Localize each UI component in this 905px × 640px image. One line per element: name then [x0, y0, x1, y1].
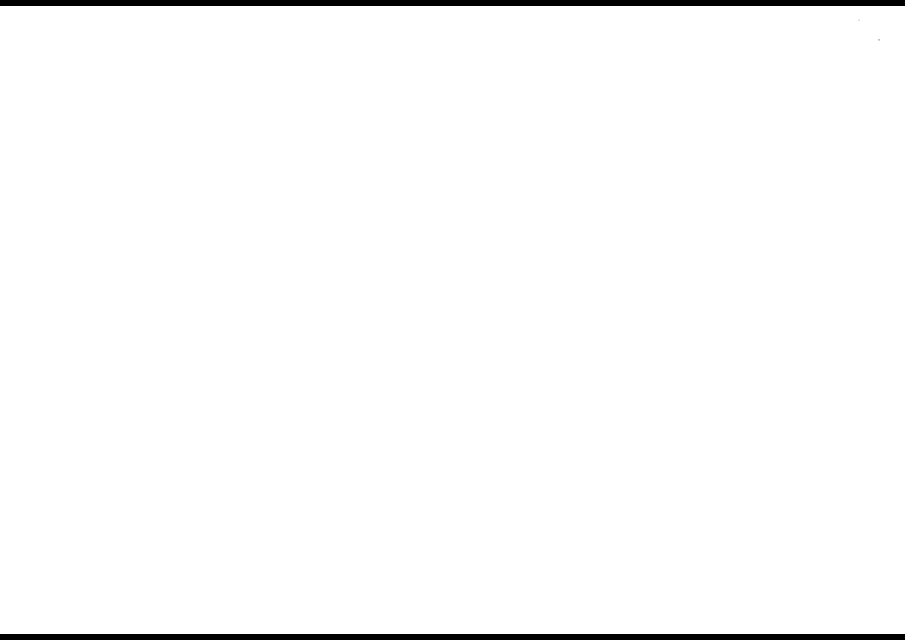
bottom-scan-border: [0, 634, 905, 640]
scan-speck: ·: [858, 18, 860, 24]
scan-speck: ˝: [878, 40, 880, 46]
top-scan-border: [0, 0, 905, 6]
